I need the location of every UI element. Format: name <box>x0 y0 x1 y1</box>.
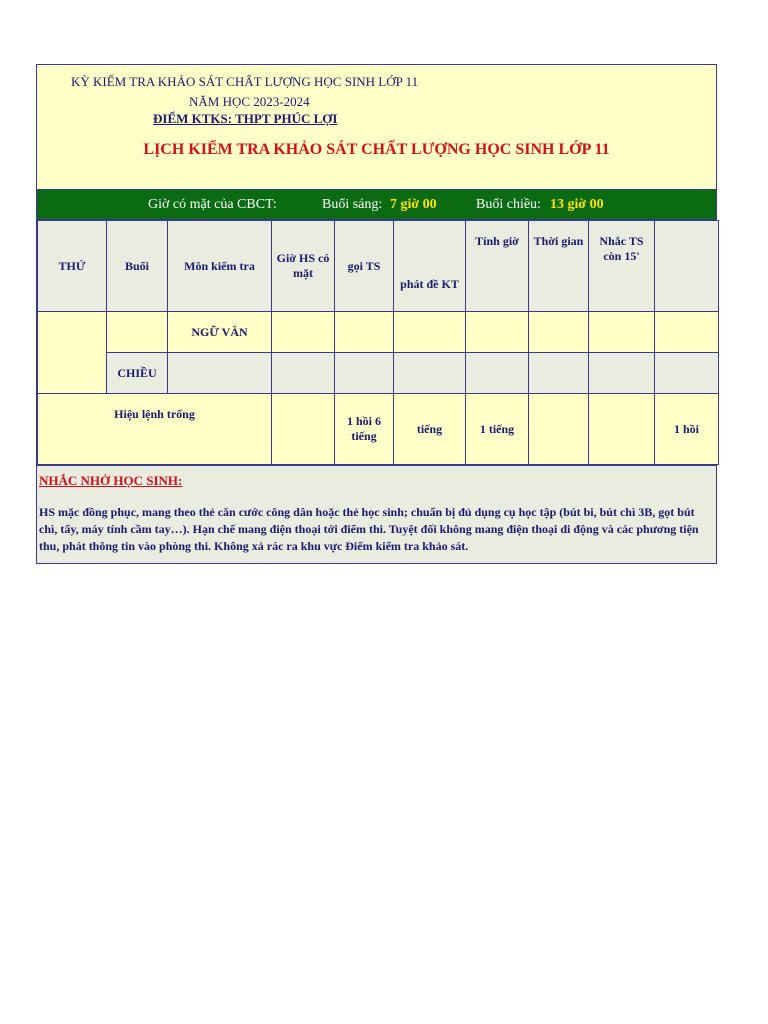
drum-signal-label: Hiệu lệnh trống <box>38 394 272 465</box>
goi-ts-signal: 1 hồi 6 tiếng <box>335 394 394 465</box>
phat-de-signal: tiếng <box>394 394 466 465</box>
subject-cell: NGỮ VĂN <box>168 312 272 353</box>
col-header-buoi: Buổi <box>107 221 168 312</box>
cell <box>272 312 335 353</box>
cell <box>272 394 335 465</box>
exam-site: ĐIỂM KTKS: THPT PHÚC LỢI <box>153 111 338 126</box>
cbct-time-bar <box>37 189 716 220</box>
col-header-gio-hs: Giờ HS có mặt <box>272 221 335 312</box>
col-header-blank <box>655 221 719 312</box>
notes-heading: NHẮC NHỞ HỌC SINH: <box>39 473 183 488</box>
col-header-mon: Môn kiểm tra <box>168 221 272 312</box>
cell <box>529 312 589 353</box>
cbct-label: Giờ có mặt của CBCT: <box>148 197 277 212</box>
thu-cell <box>38 312 107 394</box>
cell <box>655 353 719 394</box>
col-header-tinh-gio: Tính giờ <box>466 221 529 312</box>
morning-label: Buổi sáng: <box>322 197 383 212</box>
table-row <box>38 312 719 353</box>
cell <box>529 353 589 394</box>
cell <box>655 312 719 353</box>
student-notes <box>37 465 716 563</box>
cell <box>335 353 394 394</box>
col-header-nhac-ts: Nhắc TS còn 15' <box>589 221 655 312</box>
morning-time: 7 giờ 00 <box>390 197 437 212</box>
session-cell: CHIỀU <box>107 353 168 394</box>
exam-name: KỲ KIỂM TRA KHẢO SÁT CHẤT LƯỢNG HỌC SINH LỚP 11 <box>71 74 419 89</box>
notes-body: HS mặc đồng phục, mang theo thẻ căn cước công dân hoặc thẻ học sinh; chuẩn bị đủ dụng cụ học tập (bút bi, bút chì 3B, gọt bút chì, tẩy, máy tính cầm tay…). Hạn chế mang điện thoại tới điểm thi. Tuyệt đối không mang điện thoại di động và các phương tiện thu, phát thông tin vào phòng thi. Không xả rác ra khu vực Điểm kiểm tra khảo sát. <box>39 505 699 553</box>
page-title: LỊCH KIỂM TRA KHẢO SÁT CHẤT LƯỢNG HỌC SINH LỚP 11 <box>143 141 610 158</box>
col-header-phat-de: phát đề KT <box>394 221 466 312</box>
cell <box>394 312 466 353</box>
cell <box>394 353 466 394</box>
cell <box>589 312 655 353</box>
cell <box>589 353 655 394</box>
tinh-gio-signal: 1 tiếng <box>466 394 529 465</box>
end-signal: 1 hồi <box>655 394 719 465</box>
cell <box>589 394 655 465</box>
cell <box>466 353 529 394</box>
sheet-header <box>37 65 716 189</box>
school-year: NĂM HỌC 2023-2024 <box>189 94 310 109</box>
schedule-sheet <box>36 64 717 564</box>
cell <box>335 312 394 353</box>
table-row <box>38 394 719 465</box>
schedule-table <box>37 220 719 465</box>
cell <box>529 394 589 465</box>
cell <box>168 353 272 394</box>
cell <box>272 353 335 394</box>
afternoon-time: 13 giờ 00 <box>550 197 604 212</box>
col-header-thoi-gian: Thời gian <box>529 221 589 312</box>
cell <box>466 312 529 353</box>
afternoon-label: Buổi chiều: <box>476 197 541 212</box>
table-row <box>38 353 719 394</box>
col-header-thu: THỨ <box>38 221 107 312</box>
table-header-row <box>38 221 719 312</box>
col-header-goi-ts: gọi TS <box>335 221 394 312</box>
cell <box>107 312 168 353</box>
